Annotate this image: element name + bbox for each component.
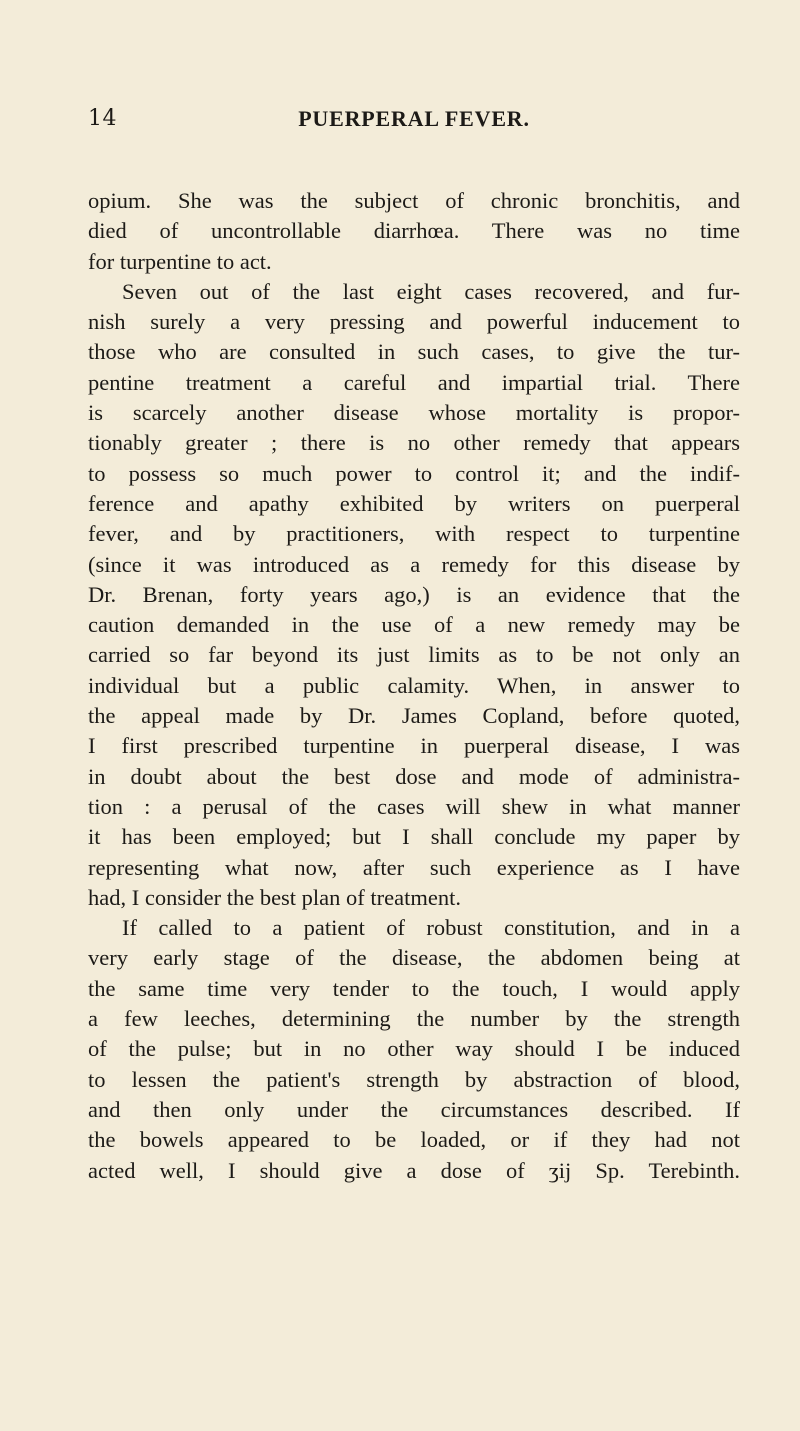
- text-line: to lessen the patient's strength by abstraction of blood,: [88, 1066, 740, 1092]
- text-line: acted well, I should give a dose of ʒij Sp. Terebinth.: [88, 1157, 740, 1183]
- text-line: ference and apathy exhibited by writers on puerperal: [88, 490, 740, 516]
- text-line: very early stage of the disease, the abdomen being at: [88, 945, 740, 971]
- text-line: fever, and by practitioners, with respect to turpentine: [88, 521, 740, 547]
- text-line: caution demanded in the use of a new remedy may be: [88, 612, 740, 638]
- text-line: Dr. Brenan, forty years ago,) is an evidence that the: [88, 581, 740, 607]
- text-line: died of uncontrollable diarrhœa. There was no time: [88, 218, 740, 244]
- text-line: Seven out of the last eight cases recovered, and fur-: [122, 278, 740, 304]
- text-line: in doubt about the best dose and mode of administra-: [88, 763, 740, 789]
- text-line: to possess so much power to control it; and the indif-: [88, 460, 740, 486]
- text-line: of the pulse; but in no other way should I be induced: [88, 1036, 740, 1062]
- text-line: the appeal made by Dr. James Copland, before quoted,: [88, 703, 740, 729]
- text-line: the same time very tender to the touch, I would apply: [88, 975, 740, 1001]
- text-line: the bowels appeared to be loaded, or if they had not: [88, 1127, 740, 1153]
- running-title: PUERPERAL FEVER.: [298, 106, 530, 131]
- text-line: those who are consulted in such cases, to give the tur-: [88, 339, 740, 365]
- text-line: and then only under the circumstances described. If: [88, 1096, 740, 1122]
- text-line: nish surely a very pressing and powerful inducement to: [88, 309, 740, 335]
- text-line: it has been employed; but I shall conclude my paper by: [88, 824, 740, 850]
- text-line: I first prescribed turpentine in puerperal disease, I was: [88, 733, 740, 759]
- text-line: (since it was introduced as a remedy for this disease by: [88, 551, 740, 577]
- text-line: is scarcely another disease whose mortality is propor-: [88, 400, 740, 426]
- page-header: [88, 106, 740, 142]
- text-line: carried so far beyond its just limits as to be not only an: [88, 642, 740, 668]
- text-line: a few leeches, determining the number by the strength: [88, 1006, 740, 1032]
- text-line: representing what now, after such experience as I have: [88, 854, 740, 880]
- text-line: for turpentine to act.: [88, 248, 272, 274]
- body-text: [88, 186, 740, 1186]
- text-line: If called to a patient of robust constitution, and in a: [122, 915, 740, 941]
- text-line: tionably greater ; there is no other remedy that appears: [88, 430, 740, 456]
- page-number: 14: [88, 106, 117, 131]
- text-line: pentine treatment a careful and impartial trial. There: [88, 369, 740, 395]
- text-line: tion : a perusal of the cases will shew in what manner: [88, 793, 740, 819]
- text-line: had, I consider the best plan of treatment.: [88, 884, 461, 910]
- text-line: opium. She was the subject of chronic bronchitis, and: [88, 188, 740, 213]
- text-line: individual but a public calamity. When, in answer to: [88, 672, 740, 698]
